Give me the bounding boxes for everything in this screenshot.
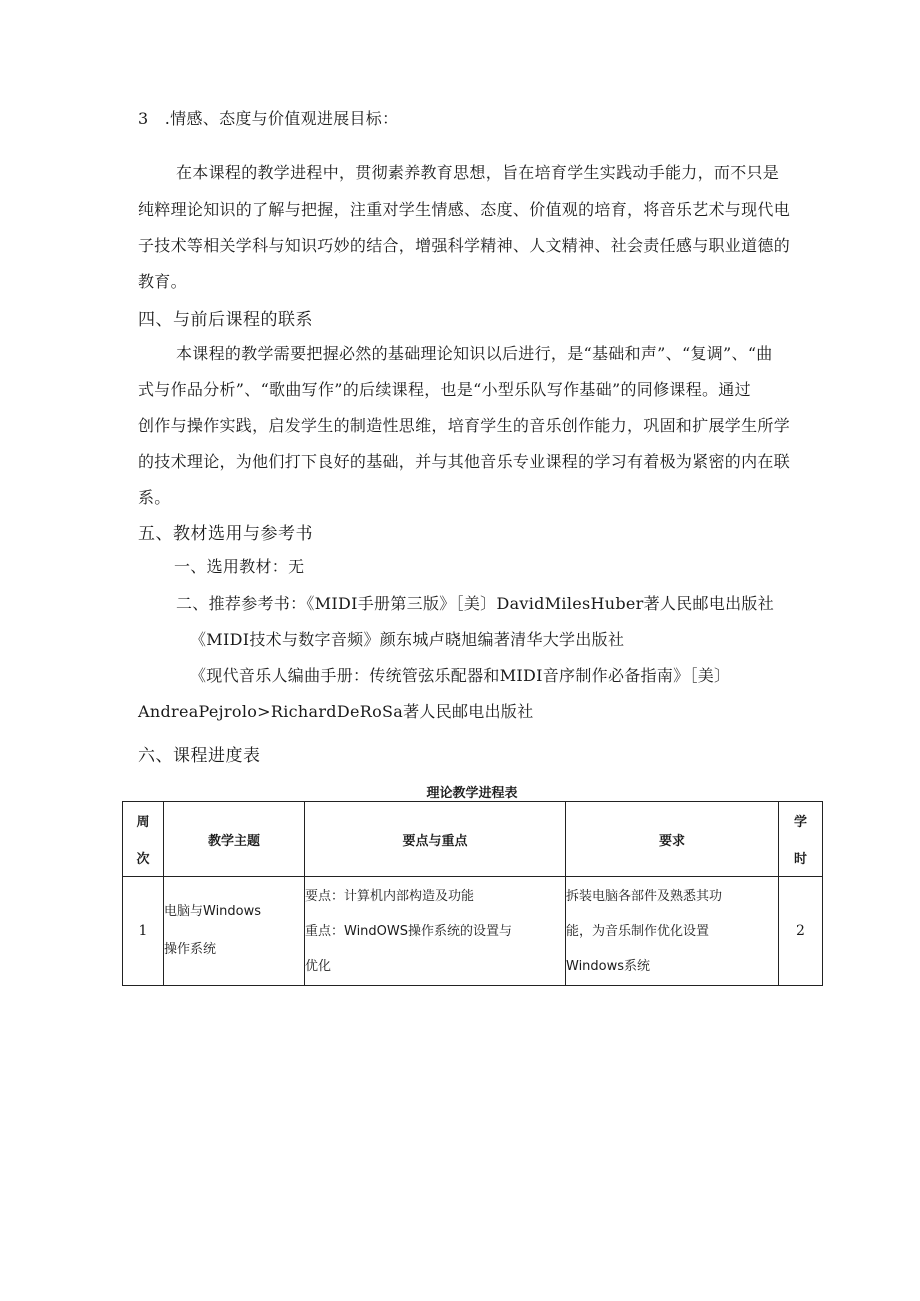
row-req-line-2: 能，为音乐制作优化设置 [566, 923, 710, 939]
textbook-line: 一、选用教材：无 [174, 557, 305, 576]
header-requirement: 要求 [566, 802, 779, 877]
reference-line-4: AndreaPejrolo>RichardDeRoSa著人民邮电出版社 [138, 702, 534, 721]
header-points: 要点与重点 [305, 802, 566, 877]
header-hours-top: 学 [793, 815, 807, 830]
section-3-heading: 3 .情感、态度与价值观进展目标： [138, 109, 399, 128]
header-week-bottom: 次 [136, 852, 150, 867]
row-hours: 2 [779, 877, 823, 986]
row-req-line-3: Windows系统 [566, 958, 651, 974]
section-4-line-2: 式与作品分析”、“歌曲写作”的后续课程，也是“小型乐队写作基础”的同修课程。通过 [138, 380, 751, 399]
row-points-line-1: 要点：计算机内部构造及功能 [305, 888, 475, 904]
section-4-line-3: 创作与操作实践，启发学生的制造性思维，培育学生的音乐创作能力，巩固和扩展学生所学 [138, 416, 791, 435]
section-5-heading: 五、教材选用与参考书 [138, 524, 313, 544]
row-topic [164, 877, 305, 986]
row-points-line-2: 重点：WindOWS操作系统的设置与 [305, 923, 513, 939]
table-row [123, 877, 823, 986]
header-topic: 教学主题 [164, 802, 305, 877]
section-6-heading: 六、课程进度表 [138, 746, 261, 766]
section-3-line-1: 在本课程的教学进程中，贯彻素养教育思想，旨在培育学生实践动手能力，而不只是 [176, 163, 780, 182]
schedule-table [122, 801, 823, 986]
section-4-line-5: 系。 [138, 488, 171, 507]
section-3-line-3: 子技术等相关学科与知识巧妙的结合，增强科学精神、人文精神、社会责任感与职业道德的 [138, 236, 791, 255]
row-req-line-1: 拆装电脑各部件及熟悉其功 [566, 888, 723, 904]
row-points [305, 877, 566, 986]
section-3-line-2: 纯粹理论知识的了解与把握，注重对学生情感、态度、价值观的培育，将音乐艺术与现代电 [138, 200, 791, 219]
header-hours [779, 802, 823, 877]
row-points-line-3: 优化 [305, 958, 332, 974]
row-topic-line-1: 电脑与Windows [164, 904, 262, 919]
reference-line-2: 《MIDI技术与数字音频》颜东城卢晓旭编著清华大学出版社 [190, 630, 625, 649]
header-week [123, 802, 164, 877]
section-3-line-4: 教育。 [138, 272, 187, 291]
reference-line-3: 《现代音乐人编曲手册：传统管弦乐配器和MIDI音序制作必备指南》［美〕 [190, 666, 731, 685]
section-4-line-4: 的技术理论，为他们打下良好的基础，并与其他音乐专业课程的学习有着极为紧密的内在联 [138, 452, 791, 471]
row-topic-line-2: 操作系统 [164, 942, 217, 957]
section-4-line-1: 本课程的教学需要把握必然的基础理论知识以后进行，是“基础和声”、“复调”、“曲 [176, 344, 773, 363]
row-requirement [566, 877, 779, 986]
header-hours-bottom: 时 [793, 852, 807, 867]
reference-line-1: 二、推荐参考书：《MIDI手册第三版》［美〕DavidMilesHuber著人民邮电出版社 [176, 594, 775, 613]
section-4-heading: 四、与前后课程的联系 [138, 310, 313, 330]
row-week: 1 [123, 877, 164, 986]
table-header-row [123, 802, 823, 877]
header-week-top: 周 [136, 815, 150, 830]
table-caption: 理论教学进程表 [426, 786, 518, 801]
